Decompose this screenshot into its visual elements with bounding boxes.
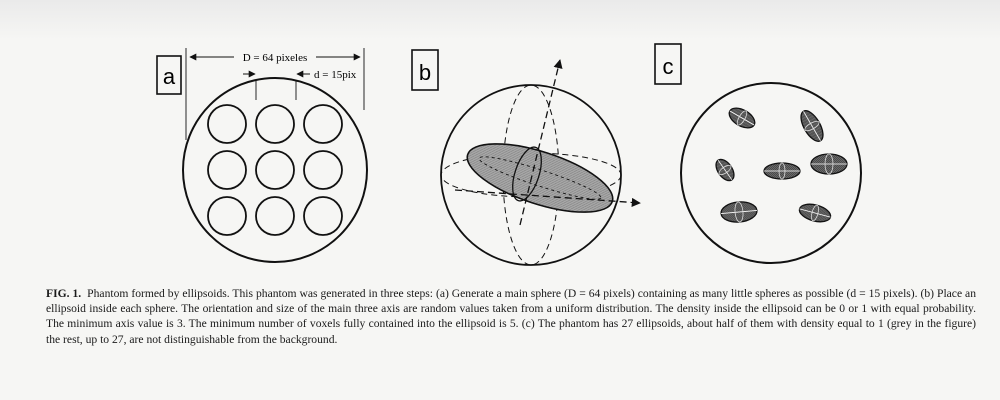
panel-a bbox=[157, 48, 367, 262]
caption-lead: FIG. 1. bbox=[46, 287, 82, 300]
figure-caption bbox=[46, 286, 976, 347]
panel-b-label: b bbox=[418, 60, 432, 85]
ellipsoid bbox=[797, 107, 828, 144]
ellipsoid bbox=[797, 201, 832, 225]
ellipsoid bbox=[712, 156, 737, 184]
little-sphere bbox=[256, 197, 294, 235]
little-sphere bbox=[304, 105, 342, 143]
little-spheres-grid bbox=[208, 105, 342, 235]
big-diameter-label: D = 64 pixeles bbox=[242, 52, 308, 64]
ellipsoid bbox=[811, 154, 847, 174]
panel-c bbox=[655, 44, 861, 263]
ellipsoid bbox=[720, 200, 758, 223]
little-sphere bbox=[208, 197, 246, 235]
small-diameter-label: d = 15pix bbox=[314, 69, 357, 81]
little-sphere bbox=[256, 151, 294, 189]
panel-a-label: a bbox=[162, 64, 176, 89]
ellipsoid bbox=[764, 163, 800, 179]
little-sphere bbox=[304, 197, 342, 235]
phantom-ellipsoids bbox=[712, 104, 847, 225]
panel-b bbox=[412, 50, 640, 265]
little-sphere bbox=[208, 151, 246, 189]
ellipsoid bbox=[726, 104, 758, 132]
little-sphere bbox=[304, 151, 342, 189]
little-sphere bbox=[208, 105, 246, 143]
little-sphere bbox=[256, 105, 294, 143]
panel-c-label: c bbox=[662, 54, 674, 79]
caption-text: Phantom formed by ellipsoids. This phantom was generated in three steps: (a) Generate a main sphere (D = 64 pixels) containing as many little spheres as possible (d = 15 pixels). (b) Place an ellipsoid inside each sphere. The orientation and size of the main three axis are random values taken from a uniform distribution. The density inside the ellipsoid can be 0 or 1 with equal probability. The minimum axis value is 3. The minimum number of voxels fully contained into the ellipsoid is 5. (c) The phantom has 27 ellipsoids, about half of them with density equal to 1 (grey in the figure) the rest, up to 27, are not distinguishable from the background. bbox=[46, 287, 976, 346]
